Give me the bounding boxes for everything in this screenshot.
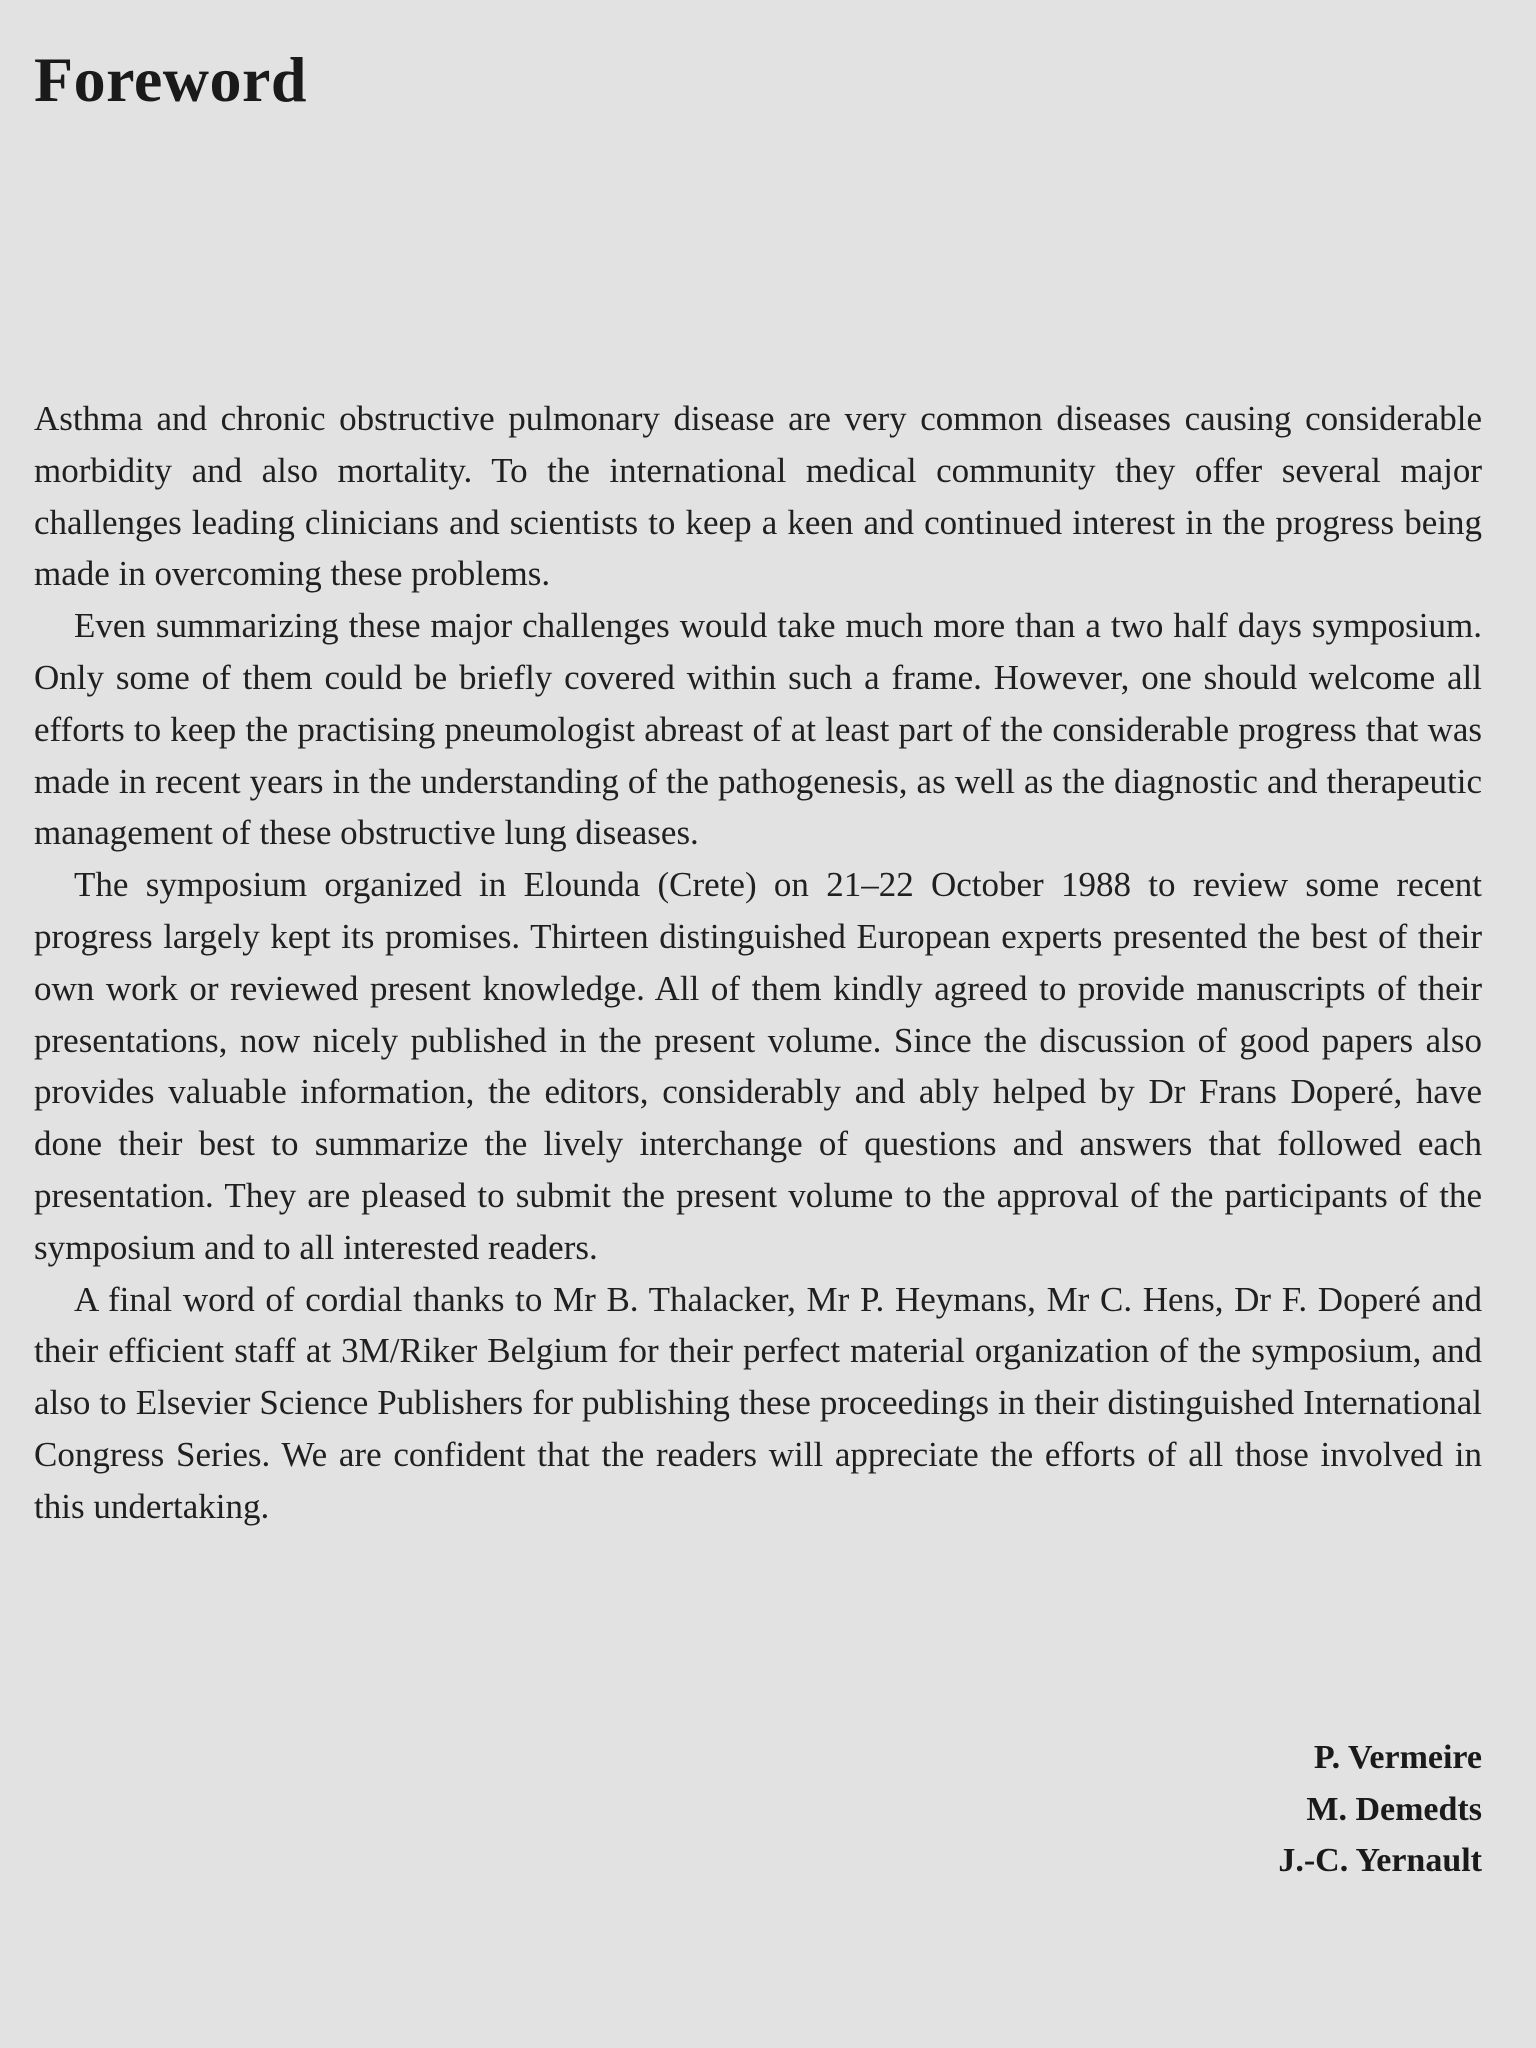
signature-demedts: M. Demedts [1306, 1790, 1482, 1828]
signature-yernault: J.-C. Yernault [1278, 1842, 1482, 1879]
page-title: Foreword [34, 44, 307, 115]
paragraph-4: A final word of cordial thanks to Mr B. Thalacker, Mr P. Heymans, Mr C. Hens, Dr F. Doperé and their efficient staff at 3M/Riker Belgium for their perfect material organization of the symposium, and also to Elsevier Science Publishers for publishing these proceedings in their distinguished International Congress Series. We are confident that the readers will appreciate the efforts of all those involved in this undertaking. [34, 1279, 1482, 1526]
foreword-body [34, 393, 1482, 1533]
paragraph-2: Even summarizing these major challenges would take much more than a two half days symposium. Only some of them could be briefly covered within such a frame. However, one should welcome all efforts to keep the practising pneumologist abreast of at least part of the considerable progress that was made in recent years in the understanding of the pathogenesis, as well as the diagnostic and therapeutic management of these obstructive lung diseases. [34, 606, 1482, 853]
paragraph-1: Asthma and chronic obstructive pulmonary disease are very common diseases causing considerable morbidity and also mortality. To the international medical community they offer several major challenges leading clinicians and scientists to keep a keen and continued interest in the progress being made in overcoming these problems. [34, 399, 1482, 594]
signature-vermeire: P. Vermeire [1313, 1739, 1482, 1776]
signature-block [1278, 1732, 1482, 1887]
paragraph-3: The symposium organized in Elounda (Crete) on 21–22 October 1988 to review some recent progress largely kept its promises. Thirteen distinguished European experts presented the best of their own work or reviewed present knowledge. All of them kindly agreed to provide manuscripts of their presentations, now nicely published in the present volume. Since the discussion of good papers also provides valuable information, the editors, considerably and ably helped by Dr Frans Doperé, have done their best to summarize the lively interchange of questions and answers that followed each presentation. They are pleased to submit the present volume to the approval of the participants of the symposium and to all interested readers. [34, 865, 1482, 1267]
